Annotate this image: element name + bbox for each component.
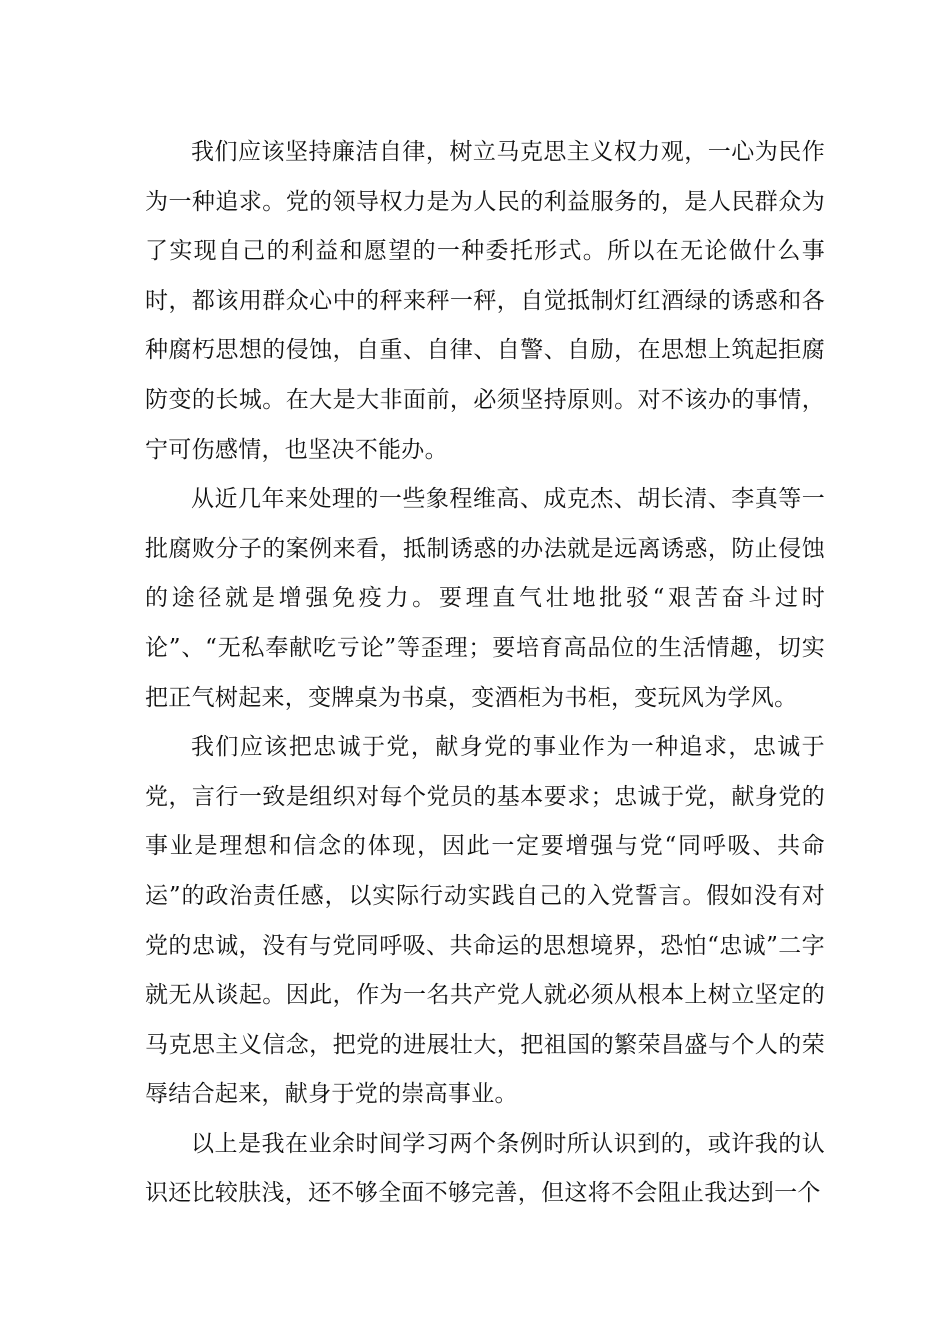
paragraph-3: 我们应该把忠诚于党，献身党的事业作为一种追求，忠诚于党，言行一致是组织对每个党员的基本要求；忠诚于党，献身党的事业是理想和信念的体现，因此一定要增强与党“同呼吸、共命运”的政治责任感，以实际行动实践自己的入党誓言。假如没有对党的忠诚，没有与党同呼吸、共命运的思想境界，恐怕“忠诚”二字就无从谈起。因此，作为一名共产党人就必须从根本上树立坚定的马克思主义信念，把党的进展壮大，把祖国的繁荣昌盛与个人的荣辱结合起来，献身于党的崇高事业。 [145,734,825,1108]
paragraph-4: 以上是我在业余时间学习两个条例时所认识到的，或许我的认识还比较肤浅，还不够全面不够完善，但这将不会阻止我达到一个 [145,1130,825,1207]
paragraph-2: 从近几年来处理的一些象程维高、成克杰、胡长清、李真等一批腐败分子的案例来看，抵制诱惑的办法就是远离诱惑，防止侵蚀的途径就是增强免疫力。要理直气壮地批驳“艰苦奋斗过时论”、“无私奉献吃亏论”等歪理；要培育高品位的生活情趣，切实把正气树起来，变牌桌为书桌，变酒柜为书柜，变玩风为学风。 [145,486,825,711]
document-body [145,128,825,1219]
paragraph-1: 我们应该坚持廉洁自律，树立马克思主义权力观，一心为民作为一种追求。党的领导权力是为人民的利益服务的，是人民群众为了实现自己的利益和愿望的一种委托形式。所以在无论做什么事时，都该用群众心中的秤来秤一秤，自觉抵制灯红酒绿的诱惑和各种腐朽思想的侵蚀，自重、自律、自警、自励，在思想上筑起拒腐防变的长城。在大是大非面前，必须坚持原则。对不该办的事情，宁可伤感情，也坚决不能办。 [145,139,825,463]
